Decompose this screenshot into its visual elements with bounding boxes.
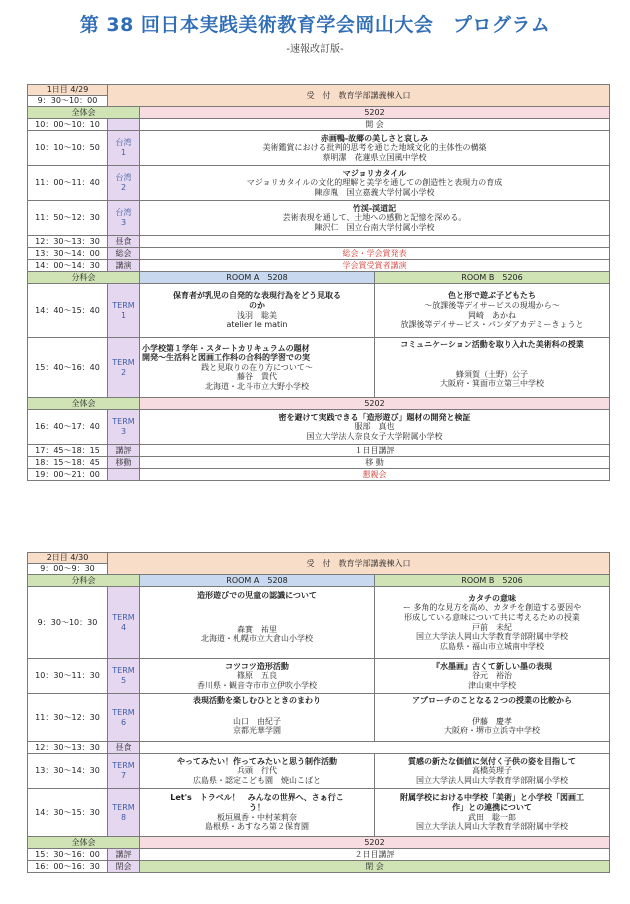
table-row bbox=[28, 587, 610, 659]
room-b-presenter: 高橋英理子 bbox=[472, 766, 512, 776]
lunch-label: 昼食 bbox=[108, 236, 140, 248]
table-row bbox=[28, 201, 610, 236]
term-label: TERM bbox=[112, 666, 135, 676]
term-label: TERM bbox=[112, 802, 135, 812]
term-time: 15：40～16：40 bbox=[28, 338, 108, 398]
session-label: 台湾 bbox=[115, 173, 132, 183]
room-b-affiliation: 大阪府・堺市立浜寺中学校 bbox=[444, 726, 540, 736]
lunch-label: 昼食 bbox=[108, 742, 140, 754]
day1-opening: 開 会 bbox=[140, 119, 610, 131]
party-text: 懇親会 bbox=[140, 469, 610, 481]
room-a-title: 造形遊びでの児童の認識について bbox=[197, 591, 317, 600]
room-a-title: 表現活動を楽しむひとときのまわり bbox=[193, 696, 321, 705]
room-b-subtitle: ～放課後等デイサービスの現場から～ bbox=[424, 300, 560, 310]
room-b-affiliation: 国立大学法人岡山大学教育学部附属中学校 bbox=[416, 632, 568, 642]
term-time: 9：30～10：30 bbox=[28, 587, 108, 659]
room-a-presenter: 藤谷 貴代 bbox=[237, 372, 277, 382]
table-row bbox=[28, 694, 610, 742]
review-label: 講評 bbox=[108, 445, 140, 457]
table-row bbox=[28, 659, 610, 694]
room-b-title: アプローチのことなる２つの授業の比較から bbox=[412, 696, 572, 705]
session-presenter: 陳沢仁 国立台南大学付属小学校 bbox=[314, 222, 435, 232]
room-b-title: 色と形で遊ぶ子どもたち bbox=[448, 291, 536, 301]
session-time: 10：10～10：50 bbox=[28, 131, 108, 166]
term-number: 5 bbox=[120, 676, 127, 685]
day1-reception-time: 9：30～10：00 bbox=[28, 96, 108, 107]
room-b-subtitle-cont: 形成している意味について共に考えるための授業 bbox=[404, 612, 580, 622]
room-b-title-cont: 作」との連携について bbox=[452, 802, 532, 812]
room-a-affiliation: 島根県・あすなろ第２保育園 bbox=[205, 822, 309, 832]
move-text: 移 動 bbox=[140, 457, 610, 469]
lunch-time: 12：30～13：30 bbox=[28, 236, 108, 248]
room-b-affiliation-2: 広島県・福山市立城南中学校 bbox=[440, 641, 544, 651]
lecture-text: 学会賞受賞者講演 bbox=[140, 260, 610, 272]
room-b-presenter: 谷元 裕治 bbox=[472, 671, 512, 681]
move-time: 18：15～18：45 bbox=[28, 457, 108, 469]
room-b-presenter: 伊藤 慶孝 bbox=[472, 716, 512, 726]
review-text: ２日目講評 bbox=[140, 849, 610, 861]
session-description: マジョリカタイルの文化的理解と美学を通しての創造性と表現力の育成 bbox=[246, 178, 503, 188]
room-b-title: 附属学校における中学校「美術」と小学校「図画工 bbox=[400, 793, 584, 803]
room-b-affiliation: 国立大学法人岡山大学教育学部附属小学校 bbox=[416, 775, 568, 785]
day1-opening-time: 10：00～10：10 bbox=[28, 119, 108, 131]
room-b-affiliation: 津山東中学校 bbox=[468, 680, 516, 690]
day1-plenary2-room: 5202 bbox=[140, 398, 610, 410]
room-a-title-cont2: 践と見取りの在り方について～ bbox=[201, 362, 313, 372]
room-a-affiliation: 香川県・観音寺市市立伊吹小学校 bbox=[197, 680, 317, 690]
review-time: 17：45～18：15 bbox=[28, 445, 108, 457]
room-a-title: Let's トラベル！ みんなの世界へ、さぁ行こ bbox=[170, 793, 344, 803]
day2-reception-time: 9：00～9：30 bbox=[28, 564, 108, 575]
table-row bbox=[28, 754, 610, 789]
day1-date: 1日目 4/29 bbox=[28, 85, 108, 96]
session-label-number: 1 bbox=[120, 148, 127, 157]
session-title: 赤画鴨-故郷の美しさと哀しみ bbox=[320, 133, 429, 143]
room-a-title-cont: 開発～生活科と図画工作科の合科的学習での実 bbox=[142, 353, 310, 363]
review-label: 講評 bbox=[108, 849, 140, 861]
term3-affiliation: 国立大学法人奈良女子大学附属小学校 bbox=[306, 431, 443, 441]
room-b-affiliation: 大阪府・箕面市立第三中学校 bbox=[440, 379, 544, 389]
table-row bbox=[28, 338, 610, 398]
closing-text: 閉 会 bbox=[140, 861, 610, 873]
day1-schedule-table bbox=[27, 84, 610, 481]
room-b-title: カタチの意味 bbox=[468, 593, 516, 603]
term3-presenter: 服部 真也 bbox=[354, 422, 395, 432]
session-description: 美術鑑賞における批判的思考を通じた地域文化的主体性の構築 bbox=[262, 143, 487, 153]
session-label: 台湾 bbox=[115, 138, 132, 148]
term-number: 6 bbox=[120, 717, 127, 727]
session-description: 芸術表現を通して、土地への感動と記憶を深める。 bbox=[282, 213, 467, 223]
room-a-presenter: 山口 由紀子 bbox=[233, 716, 281, 726]
room-a-affiliation: atelier le matin bbox=[226, 320, 288, 330]
room-a-header: ROOM A 5208 bbox=[140, 575, 375, 587]
day1-breakout-label: 分科会 bbox=[28, 272, 140, 284]
term-time: 14：40～15：40 bbox=[28, 284, 108, 338]
day1-plenary2-label: 全体会 bbox=[28, 398, 140, 410]
lecture-time: 14：00～14：30 bbox=[28, 260, 108, 272]
room-b-presenter: 武田 聡一郎 bbox=[468, 812, 516, 822]
general-meeting-label: 総会 bbox=[108, 248, 140, 260]
room-b-presenter: 岡崎 あかね bbox=[468, 310, 516, 320]
room-a-header: ROOM A 5208 bbox=[140, 272, 375, 284]
session-time: 11：00～11：40 bbox=[28, 166, 108, 201]
review-time: 15：30～16：00 bbox=[28, 849, 108, 861]
lunch-time: 12：30～13：30 bbox=[28, 742, 108, 754]
table-row bbox=[28, 284, 610, 338]
room-a-affiliation: 北海道・北斗市立大野小学校 bbox=[205, 381, 309, 391]
day2-date: 2日目 4/30 bbox=[28, 553, 108, 564]
term-label: TERM bbox=[112, 300, 135, 310]
room-b-affiliation: 放課後等デイサービス・パンダアカデミーきょうと bbox=[400, 320, 584, 330]
term-label: TERM bbox=[112, 417, 135, 427]
term-number: 1 bbox=[120, 310, 127, 320]
term-time: 16：40～17：40 bbox=[28, 410, 108, 445]
table-row bbox=[28, 166, 610, 201]
term-label: TERM bbox=[112, 761, 135, 771]
session-label-number: 3 bbox=[120, 218, 127, 227]
day2-plenary-label: 全体会 bbox=[28, 837, 140, 849]
closing-label: 閉会 bbox=[108, 861, 140, 873]
session-presenter: 蔡明潔 花蓮県立国風中学校 bbox=[322, 152, 427, 162]
room-b-header: ROOM B 5206 bbox=[375, 272, 610, 284]
term-label: TERM bbox=[112, 707, 135, 717]
day1-plenary-label: 全体会 bbox=[28, 107, 140, 119]
session-title: マジョリカタイル bbox=[342, 168, 407, 178]
room-b-header: ROOM B 5206 bbox=[375, 575, 610, 587]
general-meeting-text: 総会・学会賞発表 bbox=[140, 248, 610, 260]
day1-plenary-room: 5202 bbox=[140, 107, 610, 119]
move-label: 移動 bbox=[108, 457, 140, 469]
room-a-presenter: 兵頭 行代 bbox=[237, 766, 277, 776]
day1-reception: 受 付 教育学部講義棟入口 bbox=[108, 85, 610, 107]
closing-time: 16：00～16：30 bbox=[28, 861, 108, 873]
table-row bbox=[28, 789, 610, 837]
room-a-presenter: 浅羽 聡美 bbox=[237, 310, 277, 320]
room-b-title: コミュニケーション活動を取り入れた美術科の授業 bbox=[400, 340, 584, 349]
table-row bbox=[28, 131, 610, 166]
day2-breakout-label: 分科会 bbox=[28, 575, 140, 587]
term-time: 14：30～15：30 bbox=[28, 789, 108, 837]
review-text: １日目講評 bbox=[140, 445, 610, 457]
room-a-title: 保育者が乳児の自発的な表現行為をどう見取る bbox=[173, 291, 341, 301]
room-a-title: コツコツ造形活動 bbox=[225, 661, 289, 671]
room-a-title: やってみたい！作ってみたいと思う制作活動 bbox=[177, 756, 337, 766]
session-time: 11：50～12：30 bbox=[28, 201, 108, 236]
term3-title: 密を避けて実践できる「造形遊び」題材の開発と検証 bbox=[278, 412, 471, 422]
day2-reception: 受 付 教育学部講義棟入口 bbox=[108, 553, 610, 575]
day2-plenary-room: 5202 bbox=[140, 837, 610, 849]
room-a-presenter: 森實 祐里 bbox=[237, 624, 277, 634]
session-title: 竹渓-渓道記 bbox=[352, 203, 397, 213]
term-number: 4 bbox=[120, 622, 127, 632]
term-label: TERM bbox=[112, 357, 135, 367]
room-b-presenter: 蜂須賀（土野）公子 bbox=[456, 369, 528, 379]
room-b-subtitle: ー 多角的な見方を高め、カタチを創造する要因や bbox=[402, 603, 582, 613]
room-a-affiliation: 北海道・札幌市立大倉山小学校 bbox=[201, 634, 313, 644]
room-b-title: 質感の新たな価値に気付く子供の姿を目指して bbox=[408, 756, 576, 766]
room-a-affiliation: 京都光華学園 bbox=[233, 726, 281, 736]
term-number: 2 bbox=[120, 367, 127, 377]
session-presenter: 陳彦胤 国立嘉義大学付属小学校 bbox=[314, 187, 435, 197]
lecture-label: 講演 bbox=[108, 260, 140, 272]
session-label-number: 2 bbox=[120, 183, 127, 192]
term-number: 8 bbox=[120, 812, 127, 822]
term-label: TERM bbox=[112, 612, 135, 622]
term-time: 11：30～12：30 bbox=[28, 694, 108, 742]
term-number: 7 bbox=[120, 771, 127, 780]
room-a-title: 小学校第１学年・スタートカリキュラムの題材 bbox=[142, 343, 310, 353]
term-number: 3 bbox=[120, 427, 127, 436]
room-a-title-cont: のか bbox=[249, 300, 265, 310]
room-b-title: 『水墨画』古くて新しい墨の表現 bbox=[432, 661, 552, 671]
term-time: 10：30～11：30 bbox=[28, 659, 108, 694]
page-title: 第 38 回日本実践美術教育学会岡山大会 プログラム bbox=[79, 14, 551, 36]
table-row bbox=[28, 410, 610, 445]
day2-schedule-table bbox=[27, 552, 610, 873]
term-time: 13：30～14：30 bbox=[28, 754, 108, 789]
party-time: 19：00～21：00 bbox=[28, 469, 108, 481]
room-b-affiliation: 国立大学法人岡山大学教育学部附属中学校 bbox=[416, 822, 568, 832]
session-label: 台湾 bbox=[115, 208, 132, 218]
room-a-presenter: 板垣風香・中村茉莉奈 bbox=[217, 812, 297, 822]
room-a-title-cont: う！ bbox=[249, 802, 265, 812]
general-meeting-time: 13：30～14：00 bbox=[28, 248, 108, 260]
room-a-presenter: 篠原 五良 bbox=[237, 671, 277, 681]
room-b-presenter: 戸前 未紀 bbox=[472, 622, 512, 632]
room-a-affiliation: 広島県・認定こども園 焼山こばと bbox=[193, 775, 321, 785]
page-subtitle: -速報改訂版- bbox=[286, 44, 344, 55]
